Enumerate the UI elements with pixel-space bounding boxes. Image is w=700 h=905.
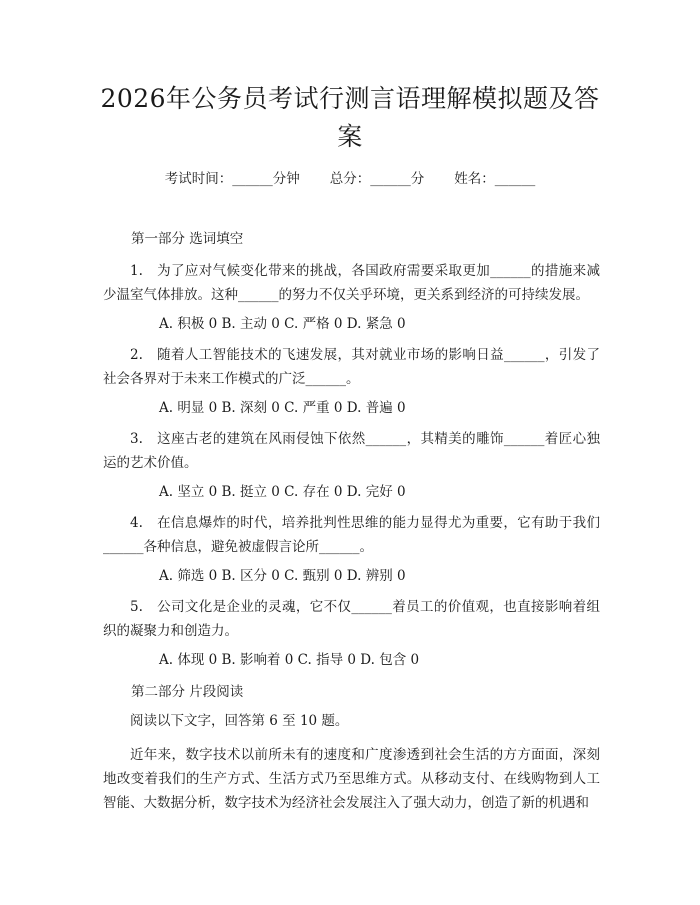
question-3-options: A. 坚立 0 B. 挺立 0 C. 存在 0 D. 完好 0: [159, 484, 406, 500]
exam-name: 姓名：______: [454, 171, 536, 187]
question-1: 1. 为了应对气候变化带来的挑战，各国政府需要采取更加______的措施来减少温室气体排放。这种______的努力不仅关乎环境，更关系到经济的可持续发展。: [103, 263, 600, 303]
document-title: 2026年公务员考试行测言语理解模拟题及答案: [100, 84, 600, 151]
question-3: 3. 这座古老的建筑在风雨侵蚀下依然______，其精美的雕饰______着匠心独运的艺术价值。: [103, 431, 600, 471]
question-2-options: A. 明显 0 B. 深刻 0 C. 严重 0 D. 普遍 0: [159, 400, 406, 416]
exam-total-score: 总分：______分: [329, 171, 425, 187]
question-2: 2. 随着人工智能技术的飞速发展，其对就业市场的影响日益______，引发了社会各界对于未来工作模式的广泛______。: [103, 347, 600, 387]
exam-time: 考试时间：______分钟: [164, 171, 300, 187]
question-4: 4. 在信息爆炸的时代，培养批判性思维的能力显得尤为重要，它有助于我们______各种信息，避免被虚假言论所______。: [103, 515, 600, 555]
reading-intro: 阅读以下文字，回答第 6 至 10 题。: [130, 713, 349, 729]
question-4-options: A. 筛选 0 B. 区分 0 C. 甄别 0 D. 辨别 0: [159, 568, 406, 584]
section-heading-part1: 第一部分 选词填空: [131, 231, 244, 247]
exam-meta: [0, 169, 700, 189]
section-heading-part2: 第二部分 片段阅读: [131, 684, 244, 700]
reading-passage: 近年来，数字技术以前所未有的速度和广度渗透到社会生活的方方面面，深刻地改变着我们的生产方式、生活方式乃至思维方式。从移动支付、在线购物到人工智能、大数据分析，数字技术为经济社会发展注入了强大动力，创造了新的机遇和: [103, 747, 600, 811]
question-5-options: A. 体现 0 B. 影响着 0 C. 指导 0 D. 包含 0: [159, 652, 420, 668]
question-5: 5. 公司文化是企业的灵魂，它不仅______着员工的价值观，也直接影响着组织的凝聚力和创造力。: [103, 599, 600, 639]
question-1-options: A. 积极 0 B. 主动 0 C. 严格 0 D. 紧急 0: [159, 316, 406, 332]
